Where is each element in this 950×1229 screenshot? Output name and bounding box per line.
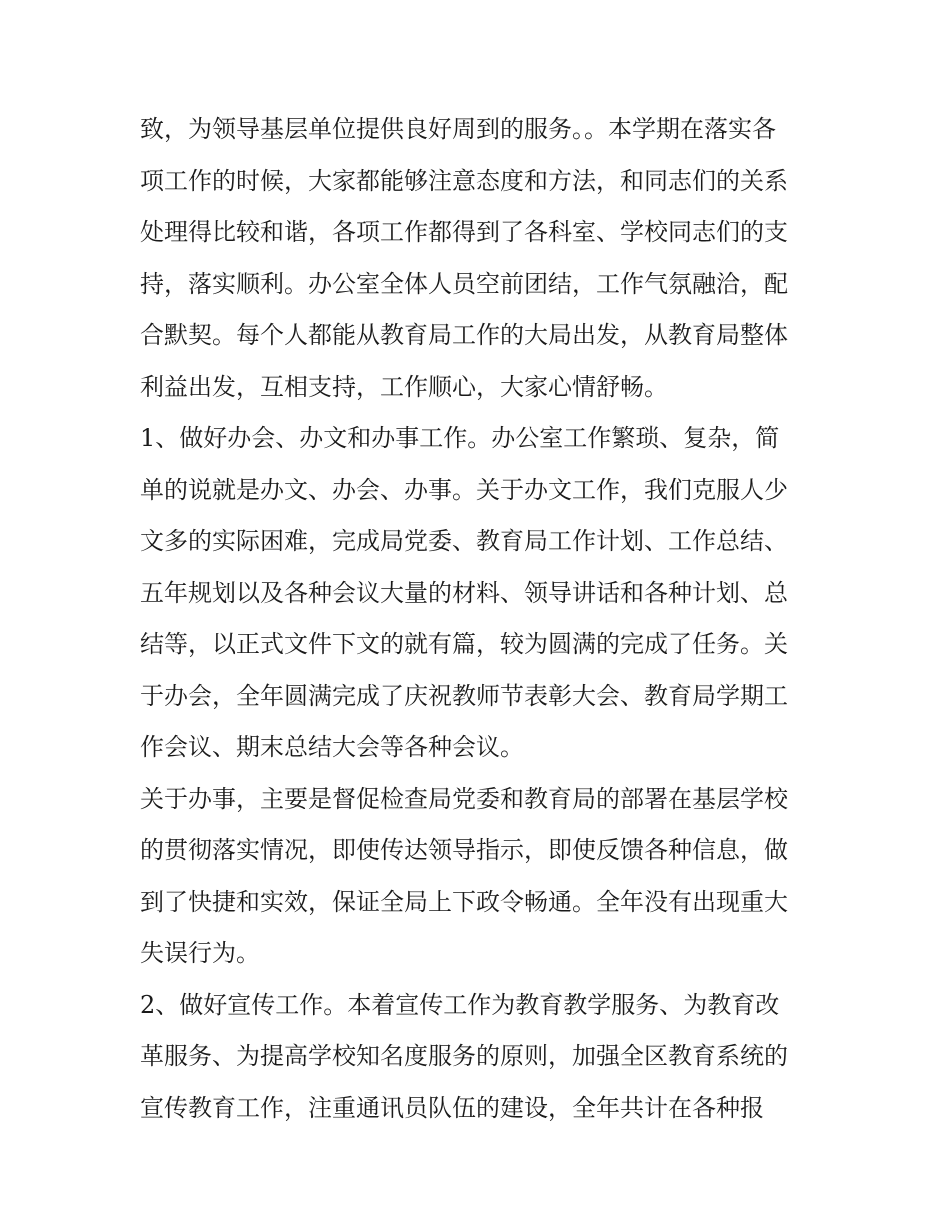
- paragraph-meetings-documents: [140, 413, 815, 774]
- text-line: 致，为领导基层单位提供良好周到的服务。。本学期在落实各: [140, 115, 776, 143]
- text-line: 利益出发，互相支持，工作顺心，大家心情舒畅。: [140, 372, 668, 401]
- text-line: 于办会，全年圆满完成了庆祝教师节表彰大会、教育局学期工: [140, 681, 788, 710]
- text-line: 1、做好办会、办文和办事工作。办公室工作繁琐、复杂，简: [140, 424, 780, 452]
- text-line: 持，落实顺利。办公室全体人员空前团结，工作气氛融洽，配: [140, 269, 788, 298]
- text-line: 关于办事，主要是督促检查局党委和教育局的部署在基层学校: [140, 784, 788, 813]
- text-line: 合默契。每个人都能从教育局工作的大局出发，从教育局整体: [140, 321, 788, 349]
- text-line: 结等，以正式文件下文的就有篇，较为圆满的完成了任务。关: [140, 630, 788, 658]
- text-line: 处理得比较和谐，各项工作都得到了各科室、学校同志们的支: [140, 218, 788, 246]
- text-line: 单的说就是办文、办会、办事。关于办文工作，我们克服人少: [140, 475, 788, 504]
- text-line: 2、做好宣传工作。本着宣传工作为教育教学服务、为教育改: [140, 990, 780, 1019]
- text-line: 到了快捷和实效，保证全局上下政令畅通。全年没有出现重大: [140, 887, 788, 916]
- text-line: 革服务、为提高学校知名度服务的原则，加强全区教育系统的: [140, 1042, 788, 1070]
- text-line: 失误行为。: [140, 939, 260, 967]
- paragraph-publicity: [140, 980, 815, 1135]
- text-line: 项工作的时候，大家都能够注意态度和方法，和同志们的关系: [140, 166, 788, 195]
- text-line: 文多的实际困难，完成局党委、教育局工作计划、工作总结、: [140, 527, 788, 555]
- text-line: 宣传教育工作，注重通讯员队伍的建设，全年共计在各种报: [140, 1093, 764, 1122]
- paragraph-service: [140, 104, 815, 413]
- text-line: 作会议、期末总结大会等各种会议。: [140, 733, 524, 761]
- document-body: [140, 104, 815, 1134]
- paragraph-affairs: [140, 774, 815, 980]
- text-line: 五年规划以及各种会议大量的材料、领导讲话和各种计划、总: [140, 578, 788, 607]
- text-line: 的贯彻落实情况，即使传达领导指示，即使反馈各种信息，做: [140, 836, 788, 864]
